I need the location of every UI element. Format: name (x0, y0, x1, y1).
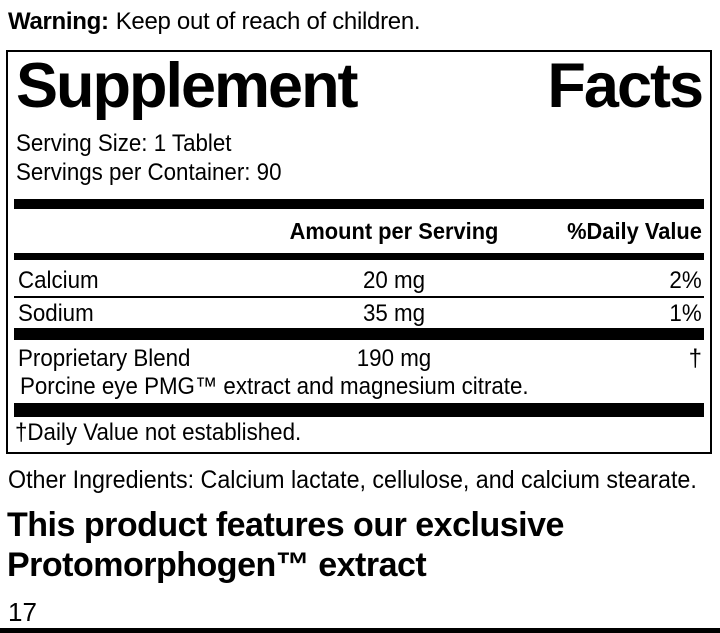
thick-separator-bar-bottom (14, 403, 704, 417)
warning-label: Warning: (8, 8, 109, 35)
title-word-facts: Facts (547, 51, 702, 121)
serving-size-text: Serving Size: 1 Tablet (16, 130, 232, 157)
daily-value-footnote (15, 419, 323, 447)
amount-per-serving-header: Amount per Serving (289, 218, 498, 244)
nutrient-dv: 2% (669, 267, 702, 294)
blend-name: Proprietary Blend (18, 345, 191, 372)
serving-size-line (16, 130, 248, 158)
servings-per-container-text: Servings per Container: 90 (16, 159, 282, 186)
nutrient-dv: 1% (669, 300, 702, 327)
supplement-facts-panel (6, 50, 712, 454)
nutrient-name: Calcium (18, 267, 99, 294)
headline-line-1: This product features our exclusive (7, 506, 564, 544)
nutrient-name: Sodium (18, 300, 94, 327)
nutrient-amount: 20 mg (362, 267, 425, 294)
warning-line (8, 8, 420, 36)
product-headline (7, 505, 564, 585)
nutrient-row-proprietary-blend (14, 345, 704, 371)
headline-line-2: Protomorphogen™ extract (7, 546, 427, 584)
other-ingredients-text: Other Ingredients: Calcium lactate, cellulose, and calcium stearate. (8, 466, 697, 494)
title-word-supplement: Supplement (16, 51, 357, 121)
servings-per-container-line (16, 159, 302, 187)
blend-amount: 190 mg (356, 345, 431, 372)
nutrient-row-calcium (14, 267, 704, 293)
hairline-separator (14, 296, 704, 298)
warning-text: Keep out of reach of children. (115, 8, 421, 35)
bottom-edge-bar (0, 628, 720, 633)
daily-value-header: %Daily Value (567, 218, 702, 244)
blend-dv-dagger: † (688, 345, 702, 372)
blend-description-line (20, 373, 567, 401)
page-number: 17 (8, 597, 37, 627)
daily-value-footnote-text: †Daily Value not established. (15, 419, 302, 446)
thick-separator-bar-middle (14, 328, 704, 340)
column-header-row (14, 218, 704, 244)
nutrient-row-sodium (14, 300, 704, 326)
other-ingredients-line (8, 466, 720, 495)
nutrient-amount: 35 mg (362, 300, 425, 327)
medium-separator-bar-header (14, 253, 704, 260)
thick-separator-bar-top (14, 199, 704, 209)
blend-description-text: Porcine eye PMG™ extract and magnesium citrate. (20, 373, 529, 400)
supplement-facts-title (16, 51, 702, 121)
